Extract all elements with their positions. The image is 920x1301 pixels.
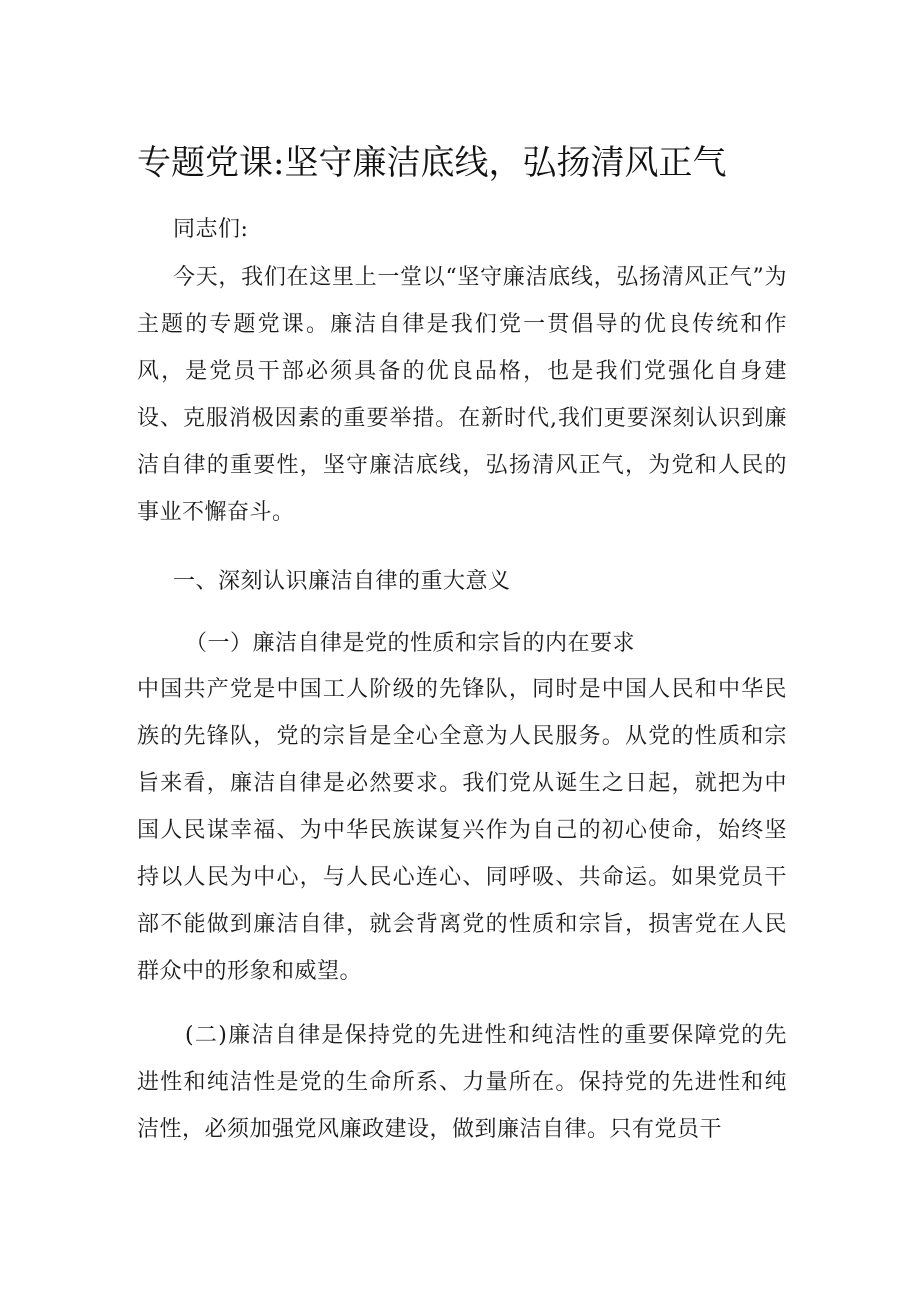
subsection-2-paragraph: (二)廉洁自律是保持党的先进性和纯洁性的重要保障党的先进性和纯洁性是党的生命所系、力量所在。保持党的先进性和纯洁性，必须加强党风廉政建设，做到廉洁自律。只有党员干 xyxy=(137,1023,787,1142)
intro-paragraph: 今天，我们在这里上一堂以“坚守廉洁底线，弘扬清风正气”为主题的专题党课。廉洁自律是我们党一贯倡导的优良传统和作风，是党员干部必须具备的优良品格，也是我们党强化自身建设、克服消极因素的重要举措。在新时代,我们更要深刻认识到廉洁自律的重要性，坚守廉洁底线，弘扬清风正气，为党和人民的事业不懈奋斗。 xyxy=(137,265,787,525)
greeting: 同志们: xyxy=(173,217,249,242)
document-title: 专题党课:坚守廉洁底线，弘扬清风正气 xyxy=(137,143,727,183)
section-1-heading: 一、深刻认识廉洁自律的重大意义 xyxy=(173,569,511,594)
subsection-1-paragraph: 中国共产党是中国工人阶级的先锋队，同时是中国人民和中华民族的先锋队，党的宗旨是全心全意为人民服务。从党的性质和宗旨来看，廉洁自律是必然要求。我们党从诞生之日起，就把为中国人民谋幸福、为中华民族谋复兴作为自己的初心使命，始终坚持以人民为中心，与人民心连心、同呼吸、共命运。如果党员干部不能做到廉洁自律，就会背离党的性质和宗旨，损害党在人民群众中的形象和威望。 xyxy=(137,677,787,984)
subsection-1-heading: （一）廉洁自律是党的性质和宗旨的内在要求 xyxy=(185,631,636,656)
